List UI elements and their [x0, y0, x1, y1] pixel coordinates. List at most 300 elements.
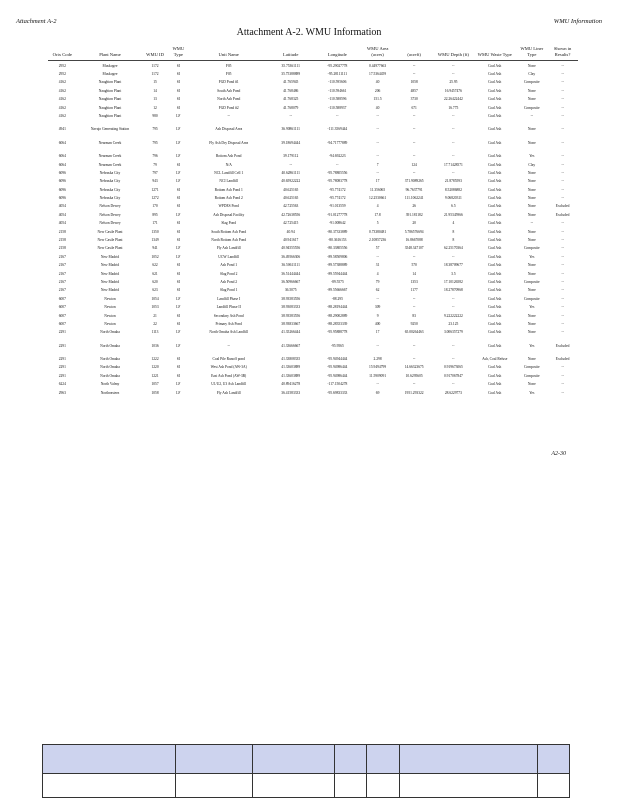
- table-cell: --: [561, 196, 564, 201]
- table-cell: 16.8667088: [405, 238, 423, 243]
- table-cell: --: [452, 305, 455, 310]
- table-cell: New Madrid: [100, 288, 120, 293]
- table-cell: North Omaha: [100, 357, 120, 362]
- table-cell: 1057: [151, 382, 159, 387]
- table-cell: Naughton Plant: [98, 80, 122, 85]
- table-cell: --: [561, 382, 564, 387]
- table-cell: 1177: [410, 288, 418, 293]
- table-cell: SI: [176, 88, 180, 93]
- table-cell: 124: [411, 162, 417, 167]
- table-cell: 111.1062241: [404, 196, 424, 201]
- table-cell: Nelson Dewey: [99, 204, 121, 209]
- table-cell: --: [452, 343, 455, 348]
- table-row: [48, 139, 578, 147]
- table-cell: Newton: [104, 321, 116, 326]
- table-cell: Yes: [529, 305, 535, 310]
- table-cell: Clay: [528, 162, 536, 167]
- table-cell: LF: [176, 254, 181, 259]
- table-cell: -95.94944444: [327, 357, 348, 362]
- table-cell: 797: [152, 170, 158, 175]
- table-cell: 2291: [58, 373, 66, 378]
- table-cell: 1058: [151, 390, 159, 395]
- table-cell: 6.5: [451, 204, 456, 209]
- table-cell: 622: [152, 263, 158, 268]
- table-cell: 1951.293322: [404, 390, 424, 395]
- table-cell: SI: [176, 238, 180, 243]
- table-cell: Secondary Ash Pond: [213, 313, 244, 318]
- table-cell: None: [527, 263, 536, 268]
- table-cell: LF: [176, 179, 181, 184]
- table-cell: 41.768486: [283, 88, 299, 93]
- table-cell: SI: [176, 63, 180, 68]
- table-cell: 1172: [151, 71, 159, 76]
- wmu-information-table: [48, 46, 578, 397]
- table-cell: 2952: [58, 71, 66, 76]
- table-cell: Coal Ash: [488, 279, 502, 284]
- table-cell: Yes: [529, 343, 535, 348]
- table-cell: SI: [176, 196, 180, 201]
- table-cell: LF: [176, 246, 181, 251]
- table-cell: Nebraska City: [99, 196, 121, 201]
- table-cell: --: [561, 321, 564, 326]
- table-row: [48, 244, 578, 252]
- table-row: [48, 61, 578, 70]
- table-cell: 1221: [151, 373, 159, 378]
- table-cell: 3.5: [451, 271, 456, 276]
- table-cell: SI: [176, 321, 180, 326]
- table-cell: North Omaha: [100, 330, 120, 335]
- table-cell: -89.55944444: [327, 271, 348, 276]
- table-cell: 3.006357279: [443, 330, 463, 335]
- table-cell: 15.9494799: [369, 365, 387, 370]
- table-cell: 41.35266444: [281, 330, 301, 335]
- table-cell: 39.18694444: [281, 140, 301, 145]
- column-header: WMU Liner Type: [516, 46, 547, 61]
- table-cell: 2963: [58, 390, 66, 395]
- table-cell: 1353: [410, 279, 418, 284]
- table-cell: 40.94555556: [281, 246, 301, 251]
- table-cell: None: [527, 321, 536, 326]
- table-cell: -80.33805556: [327, 246, 348, 251]
- table-cell: 18.27870968: [443, 288, 463, 293]
- column-header: Plant Name: [77, 46, 144, 61]
- table-cell: Nebraska City: [99, 170, 121, 175]
- table-cell: --: [376, 154, 379, 159]
- table-cell: 2291: [58, 343, 66, 348]
- table-cell: 6007: [58, 296, 66, 301]
- table-cell: 5.786576694: [404, 229, 424, 234]
- table-cell: Coal Ash: [488, 296, 502, 301]
- table-cell: -95.78083778: [327, 179, 348, 184]
- page-number: A2-30: [551, 451, 566, 457]
- table-cell: Coal Ash: [488, 229, 502, 234]
- table-cell: --: [452, 71, 455, 76]
- table-cell: NCI Landfill: [219, 179, 239, 184]
- table-cell: 40.94: [286, 229, 295, 234]
- table-cell: SI: [176, 204, 180, 209]
- table-cell: New Madrid: [100, 271, 120, 276]
- table-cell: --: [452, 170, 455, 175]
- table-cell: Coal Ash: [488, 271, 502, 276]
- table-row: [48, 194, 578, 202]
- table-cell: --: [376, 343, 379, 348]
- table-cell: Coal Ash: [488, 313, 502, 318]
- table-cell: 1222: [151, 357, 159, 362]
- table-cell: SI: [176, 357, 180, 362]
- table-cell: --: [376, 382, 379, 387]
- table-cell: --: [561, 140, 564, 145]
- table-cell: North Bottom Ash Pond: [211, 238, 247, 243]
- table-cell: 16.9457476: [444, 88, 462, 93]
- table-cell: 41.33808335: [281, 357, 301, 362]
- column-header: Longitude: [314, 46, 361, 61]
- table-cell: -95.69833333: [327, 390, 348, 395]
- table-cell: 6007: [58, 321, 66, 326]
- table-cell: 623: [152, 288, 158, 293]
- table-cell: Coal Ash: [488, 212, 502, 217]
- table-cell: --: [376, 140, 379, 145]
- table-cell: New Madrid: [100, 263, 120, 268]
- table-cell: 796: [152, 154, 158, 159]
- page-title: Attachment A-2. WMU Information: [236, 27, 382, 38]
- table-cell: Composite: [524, 373, 540, 378]
- table-row: [48, 253, 578, 261]
- table-cell: 391.181182: [405, 212, 423, 217]
- table-row: [48, 152, 578, 160]
- table-row: [48, 372, 578, 380]
- table-cell: -111.3569444: [327, 127, 348, 132]
- table-cell: Landfill Phase II: [216, 305, 241, 310]
- table-cell: 4: [452, 221, 455, 226]
- table-cell: 26: [412, 204, 416, 209]
- table-cell: Bottom Ash Pond: [215, 154, 242, 159]
- table-cell: -95.29027778: [327, 63, 348, 68]
- table-cell: 941: [152, 246, 158, 251]
- table-cell: --: [227, 113, 230, 118]
- table-cell: Coal Ash: [488, 305, 502, 310]
- table-cell: Fly Ash Dry Disposal Area: [209, 140, 249, 145]
- table-cell: 40.62861111: [281, 170, 300, 175]
- table-cell: SI: [176, 263, 180, 268]
- table-cell: Excluded: [555, 212, 570, 217]
- table-cell: --: [561, 229, 564, 234]
- table-cell: Composite: [524, 80, 540, 85]
- table-cell: 0.44977663: [369, 63, 387, 68]
- table-row: [48, 311, 578, 319]
- table-cell: Naughton Plant: [98, 113, 122, 118]
- table-cell: New Madrid: [100, 254, 120, 259]
- blank-header-cell: [367, 745, 400, 774]
- table-cell: --: [412, 296, 416, 301]
- table-cell: Northeastern: [100, 390, 120, 395]
- table-cell: South Bottom Ash Pond: [211, 229, 247, 234]
- table-cell: 20: [412, 221, 416, 226]
- table-cell: 943: [152, 179, 158, 184]
- table-cell: -110.588596: [328, 97, 347, 102]
- table-row: [48, 303, 578, 311]
- table-row: [48, 211, 578, 219]
- table-cell: 18.38709677: [443, 263, 463, 268]
- table-cell: Coal Ash: [488, 154, 502, 159]
- table-cell: 4: [376, 204, 379, 209]
- column-header: Latitude: [267, 46, 314, 61]
- table-cell: Ash Pond 1: [220, 263, 238, 268]
- table-cell: --: [561, 373, 564, 378]
- table-row: [48, 177, 578, 185]
- table-cell: 1349: [151, 238, 159, 243]
- table-row: [48, 278, 578, 286]
- table-cell: LF: [176, 170, 181, 175]
- table-cell: Primary Ash Pond: [215, 321, 242, 326]
- table-row: [48, 295, 578, 303]
- table-cell: --: [376, 170, 379, 175]
- blank-table-header-row: [43, 745, 570, 774]
- table-cell: 22: [153, 321, 157, 326]
- table-cell: None: [527, 382, 536, 387]
- table-cell: Nearman Creek: [98, 140, 122, 145]
- table-cell: Coal Ash: [488, 204, 502, 209]
- table-cell: 38.93833667: [281, 321, 301, 326]
- table-cell: SI: [176, 313, 180, 318]
- column-header: WMU Depth (ft): [434, 46, 473, 61]
- table-cell: Nearman Creek: [98, 162, 122, 167]
- blank-body-cell: [253, 774, 335, 798]
- table-body: [48, 61, 578, 397]
- table-cell: WPDES Pond: [218, 204, 239, 209]
- table-row: [48, 380, 578, 388]
- table-cell: 36.50966667: [281, 279, 301, 284]
- table-cell: 10.6295605: [405, 373, 423, 378]
- table-cell: 4857: [410, 88, 418, 93]
- table-cell: 4054: [58, 204, 66, 209]
- column-header: WMU Waste Type: [473, 46, 516, 61]
- table-cell: --: [561, 390, 564, 395]
- blank-header-cell: [538, 745, 570, 774]
- table-cell: Coal Ash: [488, 162, 502, 167]
- table-cell: 795: [152, 127, 158, 132]
- table-cell: North Ash Pond: [217, 97, 241, 102]
- table-cell: 11.5909091: [369, 373, 387, 378]
- table-cell: -89.57388889: [327, 263, 348, 268]
- table-cell: Newton: [104, 296, 116, 301]
- table-cell: 40.65922222: [281, 179, 301, 184]
- table-cell: -91.01277778: [327, 212, 348, 217]
- table-cell: --: [452, 113, 455, 118]
- table-cell: --: [412, 382, 416, 387]
- table-cell: 14: [412, 271, 416, 276]
- table-cell: UCW Landfill: [218, 254, 240, 259]
- table-cell: None: [527, 212, 536, 217]
- table-row: [48, 202, 578, 210]
- table-cell: --: [561, 221, 564, 226]
- table-cell: --: [561, 170, 564, 175]
- column-header: WMU Type: [167, 46, 190, 61]
- table-cell: 6224: [58, 382, 66, 387]
- table-cell: North Valmy: [100, 382, 120, 387]
- table-cell: -94.71777889: [327, 140, 348, 145]
- table-cell: -95.28111111: [327, 71, 348, 76]
- table-cell: 0.917067847: [443, 373, 463, 378]
- table-cell: SI: [176, 279, 180, 284]
- table-cell: 6064: [58, 154, 66, 159]
- table-cell: -88.28353339: [327, 321, 348, 326]
- table-cell: --: [376, 113, 379, 118]
- table-cell: Bottom Ash Pond 1: [214, 187, 243, 192]
- table-cell: Coal Ash: [488, 343, 502, 348]
- table-cell: Coal Ash: [488, 221, 502, 226]
- table-cell: 2291: [58, 357, 66, 362]
- table-cell: LF: [176, 305, 181, 310]
- table-cell: 621: [152, 271, 158, 276]
- table-cell: 65.00264463: [404, 330, 424, 335]
- table-cell: --: [561, 97, 564, 102]
- table-row: [48, 125, 578, 133]
- table-cell: --: [561, 113, 564, 118]
- table-cell: Newton: [104, 305, 116, 310]
- table-cell: None: [527, 204, 536, 209]
- table-cell: SI: [176, 105, 180, 110]
- table-cell: F05: [225, 63, 232, 68]
- table-cell: 40: [375, 80, 380, 85]
- table-row: [48, 228, 578, 236]
- table-cell: --: [561, 330, 564, 335]
- table-cell: SI: [176, 365, 180, 370]
- table-cell: Fly Ash Landfill: [216, 246, 241, 251]
- table-cell: -88.295: [331, 296, 343, 301]
- table-cell: Composite: [524, 365, 540, 370]
- table-cell: 41.33603889: [281, 365, 301, 370]
- table-cell: 36.5075: [284, 288, 297, 293]
- table-cell: 2.298: [373, 357, 382, 362]
- table-cell: 6096: [58, 170, 66, 175]
- table-cell: --: [452, 154, 455, 159]
- table-cell: --: [452, 254, 455, 259]
- table-cell: LF: [176, 343, 181, 348]
- table-cell: Nebraska City: [99, 187, 121, 192]
- table-cell: 895: [152, 212, 158, 217]
- table-cell: North Omaha: [100, 373, 120, 378]
- table-cell: --: [452, 63, 455, 68]
- table-cell: Landfill Phase I: [217, 296, 241, 301]
- table-cell: 4054: [58, 212, 66, 217]
- table-cell: 980: [152, 113, 158, 118]
- table-row: [48, 363, 578, 371]
- table-cell: -110.588937: [328, 105, 347, 110]
- table-cell: 17.71428571: [443, 162, 463, 167]
- table-cell: Clay: [528, 71, 536, 76]
- table-cell: -89.58509806: [327, 254, 348, 259]
- table-row: [48, 269, 578, 277]
- table-cell: FGD Pond #1: [218, 80, 239, 85]
- table-row: [48, 286, 578, 294]
- table-cell: LF: [176, 140, 181, 145]
- table-cell: --: [561, 279, 564, 284]
- table-cell: 4054: [58, 221, 66, 226]
- table-cell: 4941: [58, 127, 66, 132]
- table-cell: LF: [176, 154, 181, 159]
- table-cell: --: [376, 254, 379, 259]
- table-cell: None: [527, 229, 536, 234]
- table-cell: Coal Ash: [488, 321, 502, 326]
- table-cell: SI: [176, 187, 180, 192]
- table-cell: --: [412, 357, 416, 362]
- table-cell: Ash Disposal Facility: [213, 212, 245, 217]
- table-cell: 38.93583556: [281, 313, 301, 318]
- table-row: [48, 95, 578, 103]
- table-cell: 2158: [58, 229, 66, 234]
- table-cell: 40: [375, 105, 380, 110]
- table-cell: --: [412, 154, 416, 159]
- table-cell: Excluded: [555, 343, 570, 348]
- table-cell: 1054: [151, 296, 159, 301]
- table-cell: None: [527, 63, 536, 68]
- table-cell: --: [412, 127, 416, 132]
- table-row: [48, 389, 578, 397]
- table-cell: Navajo Generating Station: [90, 127, 130, 132]
- table-cell: 151.5: [373, 97, 382, 102]
- table-cell: 17: [375, 179, 380, 184]
- table-cell: --: [412, 170, 416, 175]
- column-header: Unit Name: [190, 46, 267, 61]
- table-cell: N/A: [225, 162, 232, 167]
- table-cell: 570: [411, 263, 417, 268]
- table-cell: 9: [376, 313, 379, 318]
- table-cell: 1036: [151, 343, 159, 348]
- table-cell: Yes: [529, 254, 535, 259]
- table-cell: LF: [176, 390, 181, 395]
- table-row: [48, 70, 578, 78]
- column-header: WMU Area (acres): [361, 46, 395, 61]
- table-cell: --: [336, 162, 339, 167]
- table-cell: --: [336, 113, 339, 118]
- table-row: [48, 87, 578, 95]
- table-row: [48, 355, 578, 363]
- table-cell: None: [527, 271, 536, 276]
- blank-body-cell: [538, 774, 570, 798]
- table-cell: --: [452, 140, 455, 145]
- table-cell: 41.765945: [283, 80, 299, 85]
- table-cell: 1220: [151, 365, 159, 370]
- table-cell: 38.93583556: [281, 296, 301, 301]
- table-cell: 4162: [58, 105, 66, 110]
- table-cell: --: [561, 71, 564, 76]
- table-cell: North Omaha Ash Landfill: [209, 330, 249, 335]
- table-cell: Naughton Plant: [98, 105, 122, 110]
- table-cell: 3730: [410, 97, 418, 102]
- table-cell: 21.8785593: [444, 179, 462, 184]
- table-cell: 170: [152, 204, 158, 209]
- table-cell: 9.06820311: [444, 196, 462, 201]
- table-cell: --: [452, 296, 455, 301]
- table-cell: Coal Ash: [488, 196, 502, 201]
- header-right-text: WMU Information: [553, 18, 602, 25]
- table-cell: 57: [375, 246, 380, 251]
- blank-header-cell: [253, 745, 335, 774]
- table-cell: SI: [176, 97, 180, 102]
- table-cell: Bottom Ash Pond 2: [214, 196, 243, 201]
- table-cell: Coal Ash: [488, 288, 502, 293]
- table-cell: Coal Ash: [488, 330, 502, 335]
- table-cell: 40.625165: [283, 196, 299, 201]
- table-cell: SI: [176, 221, 180, 226]
- table-cell: --: [561, 162, 564, 167]
- table-cell: 21.95345966: [443, 212, 463, 217]
- table-cell: 12.2530661: [369, 196, 387, 201]
- table-cell: None: [527, 357, 536, 362]
- table-cell: 41.33666667: [281, 343, 301, 348]
- table-cell: --: [289, 162, 292, 167]
- table-row: [48, 261, 578, 269]
